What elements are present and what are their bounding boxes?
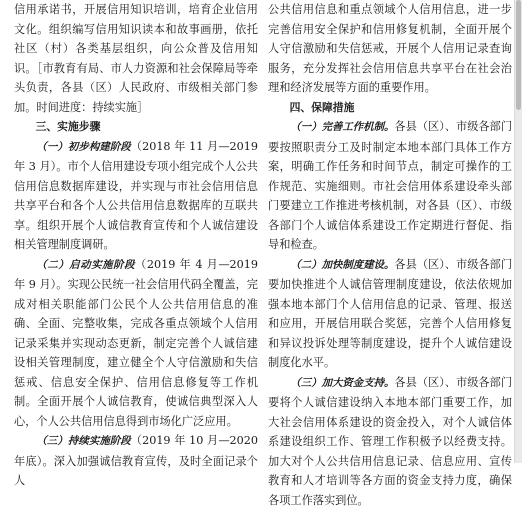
- paragraph-measure-mechanism: [268, 117, 512, 255]
- stage-launch-title: （二）启动实施阶段: [36, 259, 135, 271]
- vertical-scrollbar[interactable]: [514, 0, 522, 463]
- left-column: [14, 0, 258, 491]
- stage-continuous-text: （2019 年 10 月—2020 年底）。深入加强诚信教育宣传，及时全面记录个人: [14, 434, 258, 487]
- section-heading-safeguards: 四、保障措施: [268, 98, 512, 118]
- paragraph-stage-continuous: [14, 431, 258, 491]
- paragraph-measure-institutions: [268, 255, 512, 373]
- stage-initial-title: （一）初步构建阶段: [36, 141, 130, 153]
- paragraph-measure-funding: [268, 373, 512, 510]
- measure-mechanism-title: （一）完善工作机制。: [290, 121, 394, 133]
- stage-launch-text: （2019 年 4 月—2019 年 9 月）。实现公民统一社会信用代码全覆盖，完成对相关职能部门公民个人公共信用信息的准确、全面、完整收集，完成各重点领域个人信用记录采集并实现动态更新，制定完善个人诚信建设相关管理制度，建立健全个人守信激励和失信惩戒、信息安全保护、信用信息修复等工作机制。全面开展个人诚信教育，使诚信典型深入人心，个人公共信用信息得到市场化广泛应用。: [14, 258, 258, 428]
- measure-funding-text: 各县（区）、市级各部门要将个人诚信建设纳入本地本部门重要工作，加大社会信用体系建设的资金投入，对个人诚信体系建设组织工作、管理工作积极予以经费支持。加大对个人公共信用信息记录、信息应用、宣传教育和人才培训等各方面的资金支持力度，确保各项工作落实到位。: [268, 376, 512, 507]
- measure-funding-title: （三）加大资金支持。: [290, 377, 394, 389]
- scrollbar-thumb[interactable]: [516, 0, 521, 110]
- paragraph-stage-initial: [14, 137, 258, 255]
- paragraph-stage-launch: [14, 255, 258, 432]
- measure-mechanism-text: 各县（区）、市级各部门要按照职责分工及时制定本地本部门具体工作方案，明确工作任务和时间节点，制定可操作的工作规范、实施细则。市社会信用体系建设牵头部门要建立工作推进考核机制，对各县（区）、市级各部门个人诚信体系建设工作定期进行督促、指导和检查。: [268, 120, 512, 251]
- section-heading-implementation-steps: 三、实施步骤: [14, 117, 258, 137]
- measure-institutions-text: 各县（区）、市级各部门要加快推进个人诚信管理制度建设，依法依规加强本地本部门个人信用信息的记录、管理、报送和应用，开展信用联合奖惩，完善个人信用修复和异议投诉处理等制度建设，提升个人诚信建设制度化水平。: [268, 258, 512, 370]
- stage-initial-text: （2018 年 11 月—2019 年 3 月）。市个人信用建设专项小组完成个人公共信用信息数据库建设，并实现与市社会信用信息共享平台和各个人公共信用信息数据库的互联共享。组织开展个人诚信教育宣传和个人诚信建设相关管理制度调研。: [14, 140, 258, 252]
- stage-continuous-title: （三）持续实施阶段: [36, 435, 130, 447]
- paragraph-education-continued: 信用承诺书，开展信用知识培训，培育企业信用文化。组织编写信用知识读本和故事画册，依托社区（村）各类基层组织，向公众普及信用知识。［市教育有局、市人力资源和社会保障局等牵头负责，各县（区）人民政府、市级相关部门参加。时间进度：持续实施］: [14, 0, 258, 117]
- paragraph-stage-continuous-continued: 公共信用信息和重点领域个人信用信息，进一步完善信用安全保护和信用修复机制，全面开展个人守信激励和失信惩戒，开展个人信用记录查询服务，充分发挥社会信用信息共享平台在社会治理和经济发展等方面的重要作用。: [268, 0, 512, 98]
- right-column: [268, 0, 512, 510]
- measure-institutions-title: （二）加快制度建设。: [290, 259, 394, 271]
